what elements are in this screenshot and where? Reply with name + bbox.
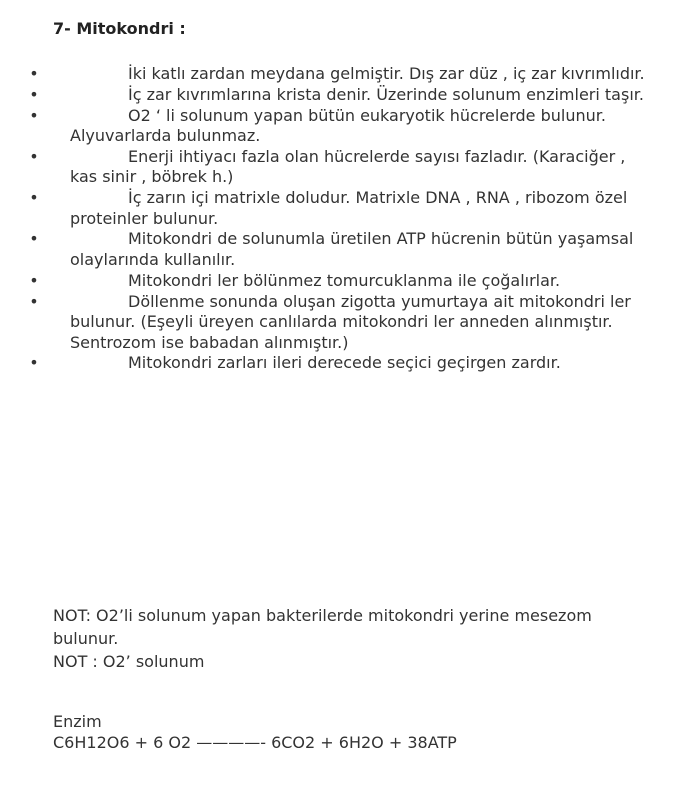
list-item — [0, 188, 674, 229]
list-item-text: İç zar kıvrımlarına krista denir. Üzerinde solunum enzimleri taşır. — [128, 84, 644, 104]
bullet-dot-icon: • — [29, 353, 39, 373]
bullet-dot-icon: • — [29, 270, 39, 290]
list-item — [0, 64, 674, 85]
note-text: NOT: O2’li solunum yapan bakterilerde mitokondri yerine mesezom bulunur. — [53, 606, 592, 648]
formula-label: Enzim — [53, 712, 102, 731]
list-item — [0, 292, 674, 354]
note-text: NOT : O2’ solunum — [53, 652, 205, 671]
bullet-dot-icon: • — [29, 64, 39, 83]
formula-equation: C6H12O6 + 6 O2 ————- 6CO2 + 6H2O + 38ATP — [53, 732, 457, 752]
list-item — [0, 85, 674, 106]
list-item-text: İki katlı zardan meydana gelmiştir. Dış zar düz , iç zar kıvrımlıdır. — [128, 64, 645, 83]
list-item — [0, 106, 674, 147]
list-item — [0, 271, 674, 292]
list-item-text: Mitokondri de solunumla üretilen ATP hücrenin bütün yaşamsal olaylarında kullanılır. — [70, 229, 634, 269]
list-item — [0, 229, 674, 270]
list-item-text: Mitokondri zarları ileri derecede seçici geçirgen zardır. — [128, 353, 561, 373]
formula-block — [53, 712, 653, 753]
list-item-text: İç zarın içi matrixle doludur. Matrixle DNA , RNA , ribozom özel proteinler bulunur. — [70, 188, 628, 228]
bullet-list — [0, 64, 674, 374]
list-item-text: Enerji ihtiyacı fazla olan hücrelerde sayısı fazladır. (Karaciğer , kas sinir , böbrek h.) — [70, 146, 626, 187]
bullet-dot-icon: • — [29, 84, 39, 104]
list-item — [0, 147, 674, 188]
bullet-dot-icon: • — [29, 105, 39, 125]
notes-block — [53, 604, 653, 673]
bullet-dot-icon: • — [29, 291, 39, 311]
list-item — [0, 353, 674, 374]
section-title: 7- Mitokondri : — [53, 19, 186, 38]
list-item-text: Mitokondri ler bölünmez tomurcuklanma ile çoğalırlar. — [128, 270, 561, 290]
list-item-text: Döllenme sonunda oluşan zigotta yumurtaya ait mitokondri ler bulunur. (Eşeyli üreyen canlılarda mitokondri ler anneden alınmıştır. Sentrozom ise babadan alınmıştır.) — [70, 291, 631, 352]
bullet-dot-icon: • — [29, 229, 39, 249]
bullet-dot-icon: • — [29, 146, 39, 166]
list-item-text: O2 ‘ li solunum yapan bütün eukaryotik hücrelerde bulunur. Alyuvarlarda bulunmaz. — [70, 105, 606, 146]
bullet-dot-icon: • — [29, 188, 39, 208]
